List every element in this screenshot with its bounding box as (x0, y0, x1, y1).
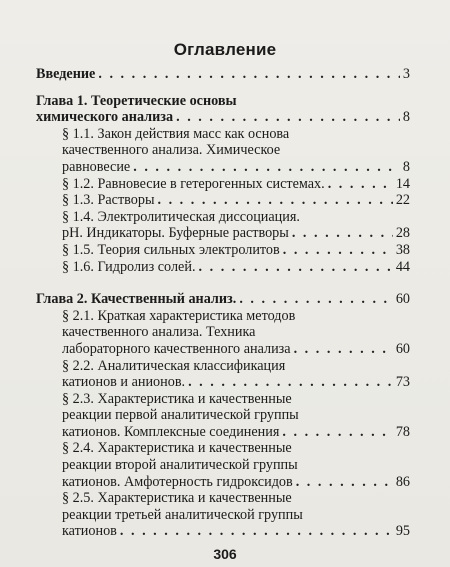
entry-page-number: 86 (395, 473, 410, 490)
entry-page-number: 78 (395, 423, 410, 440)
entry-text-line: реакции второй аналитической группы (62, 457, 298, 474)
entry-text-line: § 1.4. Электролитическая диссоциация. (62, 208, 300, 225)
entry-title: катионов и анионов. (62, 374, 186, 391)
entry-title: катионов. Амфотерность гидроксидов (62, 473, 293, 490)
dot-leader (157, 192, 392, 209)
entry-leader-line (62, 341, 410, 358)
dot-leader (292, 225, 393, 242)
entry-leader-line (62, 424, 410, 441)
entry-title: Введение (36, 66, 96, 82)
dot-leader (239, 291, 393, 308)
entry-page-number: 60 (395, 291, 410, 308)
toc-section-entry[interactable] (36, 192, 410, 209)
entry-page-number: 38 (395, 241, 410, 258)
entry-leader-line (36, 66, 410, 83)
entry-title: pH. Индикаторы. Буферные растворы (62, 225, 289, 242)
entry-page-number: 44 (395, 258, 410, 275)
page-number: 306 (213, 546, 237, 562)
dot-leader (328, 176, 393, 193)
entry-page-number: 73 (395, 374, 410, 391)
dot-leader (199, 259, 393, 276)
entry-leader-line (62, 259, 410, 276)
dot-leader (294, 341, 393, 358)
entry-leader-line (62, 242, 410, 259)
entry-text-line: качественного анализа. Химическое (62, 142, 281, 159)
entry-text-line: реакции третьей аналитической группы (62, 506, 303, 523)
dot-leader (176, 109, 400, 126)
entry-leader-line (62, 374, 410, 391)
entry-page-number: 22 (395, 192, 410, 209)
entry-page-number: 60 (395, 340, 410, 357)
entry-leader-line (62, 192, 410, 209)
entry-gap (36, 275, 410, 291)
entry-page-number: 14 (395, 175, 410, 192)
entry-text-line: § 2.5. Характеристика и качественные (62, 490, 292, 507)
toc-section-entry[interactable] (36, 358, 410, 391)
page-title: Оглавление (173, 40, 277, 59)
dot-leader (133, 159, 400, 176)
entry-leader-line (62, 159, 410, 176)
entry-title: катионов (62, 523, 117, 540)
toc-chapter-entry[interactable] (36, 66, 410, 83)
entry-title: § 1.6. Гидролиз солей. (62, 258, 196, 275)
entry-leader-line (36, 291, 410, 308)
entry-leader-line (62, 225, 410, 242)
dot-leader (98, 66, 400, 83)
toc-section-entry[interactable] (36, 176, 410, 193)
entry-page-number: 8 (402, 109, 410, 126)
entry-leader-line (62, 474, 410, 491)
toc-section-entry[interactable] (36, 391, 410, 441)
entry-page-number: 28 (395, 225, 410, 242)
toc-section-entry[interactable] (36, 259, 410, 276)
entry-page-number: 95 (395, 523, 410, 540)
toc-section-entry[interactable] (36, 440, 410, 490)
entry-text-line: § 2.1. Краткая характеристика методов (62, 307, 296, 324)
entry-page-number: 3 (402, 66, 410, 82)
dot-leader (283, 242, 393, 259)
toc-section-entry[interactable] (36, 242, 410, 259)
entry-leader-line (62, 176, 410, 193)
entry-title: § 1.5. Теория сильных электролитов (62, 241, 280, 258)
toc-section-entry[interactable] (36, 308, 410, 358)
toc-section-entry[interactable] (36, 209, 410, 242)
dot-leader (282, 424, 392, 441)
entry-text-line: § 2.3. Характеристика и качественные (62, 390, 292, 407)
entry-text-line: § 2.2. Аналитическая классификация (62, 357, 286, 374)
toc-section-entry[interactable] (36, 490, 410, 540)
dot-leader (188, 374, 393, 391)
entry-text-line: качественного анализа. Техника (62, 324, 256, 341)
entry-title: Глава 2. Качественный анализ. (36, 291, 237, 308)
entry-title: лабораторного качественного анализа (62, 340, 291, 357)
entry-title: равновесие (62, 158, 131, 175)
entry-title: § 1.3. Растворы (62, 192, 155, 209)
table-of-contents (36, 66, 410, 540)
toc-section-entry[interactable] (36, 126, 410, 176)
entry-title: химического анализа (36, 109, 174, 126)
entry-text-line: Глава 1. Теоретические основы (36, 92, 237, 109)
entry-text-line: § 1.1. Закон действия масс как основа (62, 125, 290, 142)
entry-leader-line (62, 523, 410, 540)
entry-text-line: реакции первой аналитической группы (62, 407, 299, 424)
toc-chapter-entry[interactable] (36, 291, 410, 308)
dot-leader (120, 523, 393, 540)
entry-page-number: 8 (402, 158, 410, 175)
entry-leader-line (36, 109, 410, 126)
toc-chapter-entry[interactable] (36, 93, 410, 126)
entry-title: § 1.2. Равновесие в гетерогенных системах. (62, 175, 325, 192)
dot-leader (296, 474, 393, 491)
entry-title: катионов. Комплексные соединения (62, 423, 280, 440)
entry-gap (36, 83, 410, 93)
entry-text-line: § 2.4. Характеристика и качественные (62, 440, 292, 457)
